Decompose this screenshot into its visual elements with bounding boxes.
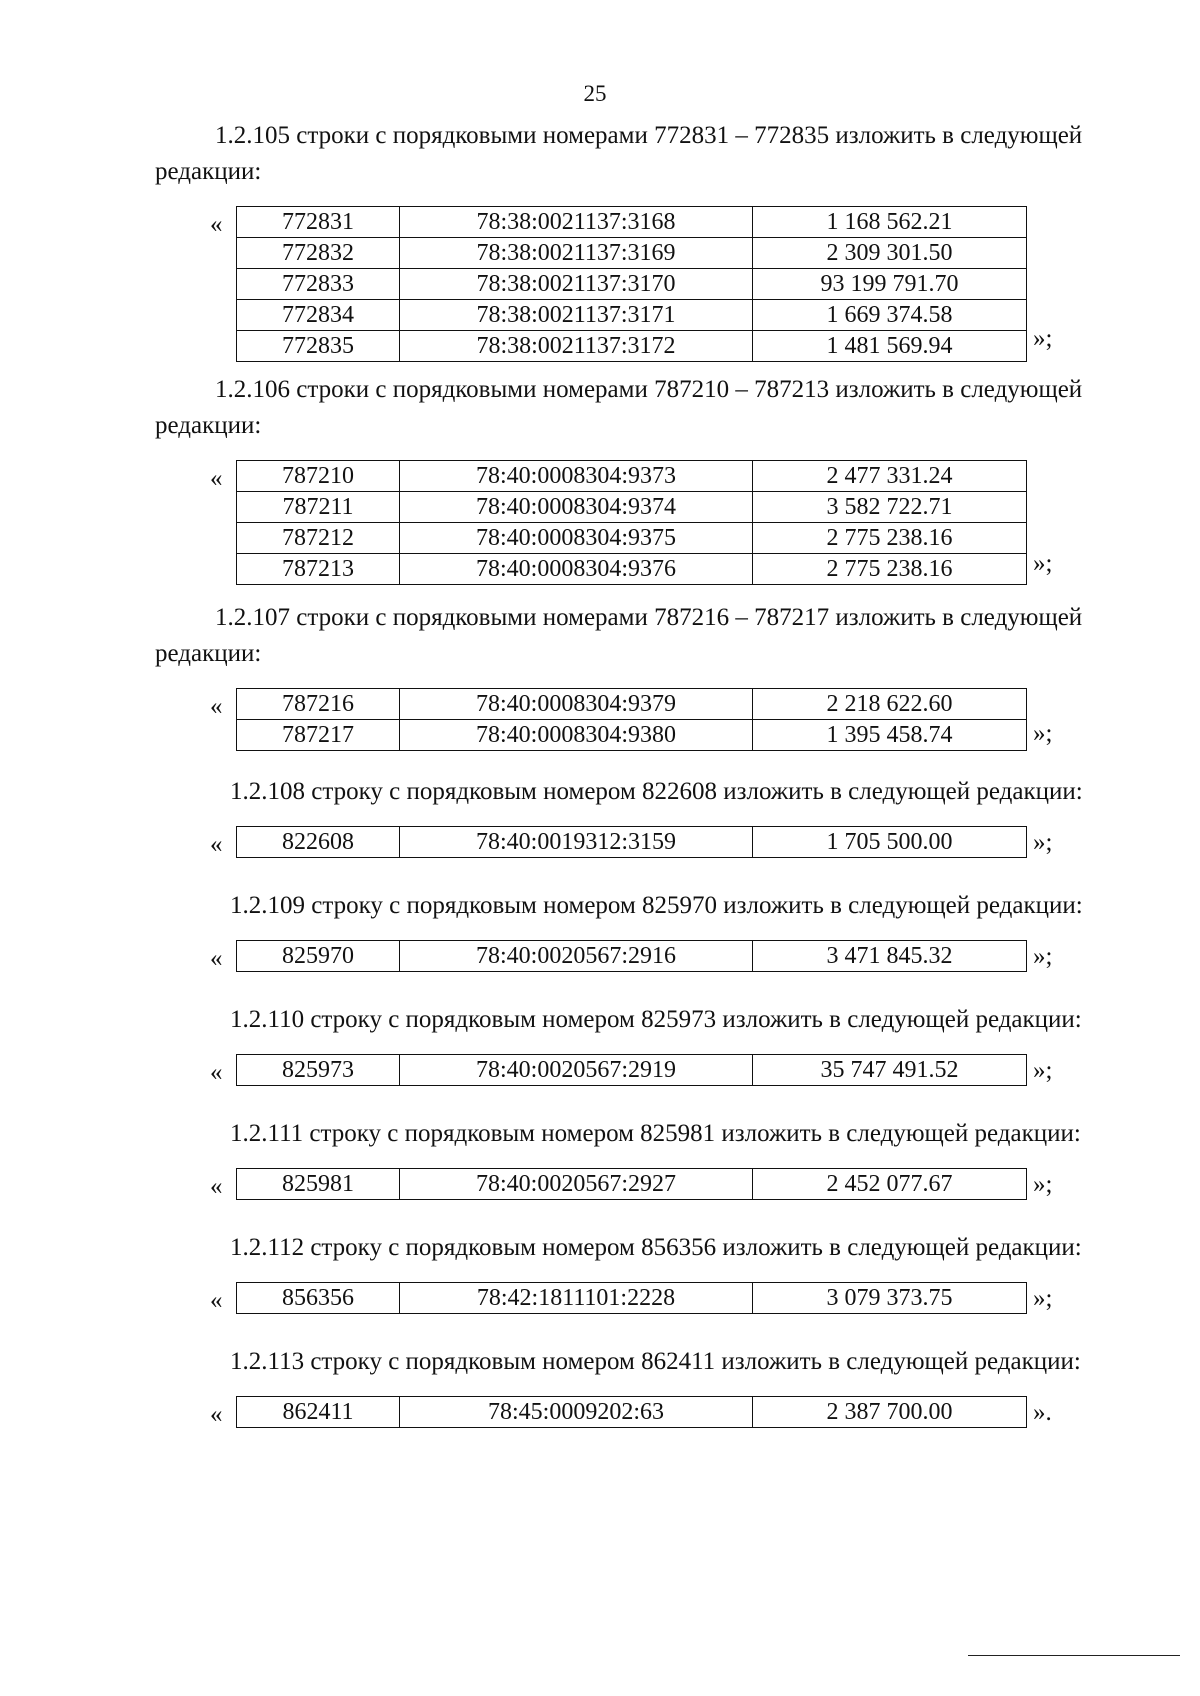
value-cell: 1 168 562.21 [753,207,1027,238]
table-row [237,238,1027,269]
page-number: 25 [583,81,607,106]
cadastral-number-cell: 78:45:0009202:63 [400,1397,753,1428]
quoted-table-block [0,940,1200,972]
cadastral-number-cell: 78:40:0008304:9373 [400,461,753,492]
cadastral-number-cell: 78:40:0008304:9380 [400,720,753,751]
quoted-table-block [0,1282,1200,1314]
table-row [237,827,1027,858]
value-cell: 3 582 722.71 [753,492,1027,523]
closing-quote-mark: »; [1033,1057,1053,1084]
quoted-table-block [0,1054,1200,1086]
amendment-section [0,1002,1200,1086]
registry-table [236,826,1027,858]
amendment-section [0,774,1200,858]
value-cell: 2 775 238.16 [753,523,1027,554]
amendment-section [0,1230,1200,1314]
cadastral-number-cell: 78:40:0020567:2927 [400,1169,753,1200]
row-number-cell: 825981 [237,1169,400,1200]
closing-quote-mark: »; [1033,720,1053,747]
footer-rule [968,1655,1180,1656]
value-cell: 2 775 238.16 [753,554,1027,585]
quoted-table-block [0,826,1200,858]
table-row [237,300,1027,331]
closing-quote-mark: »; [1033,829,1053,856]
amendment-paragraph [0,1344,1200,1380]
row-number-cell: 787212 [237,523,400,554]
closing-quote-mark: »; [1033,550,1053,577]
table-row [237,1283,1027,1314]
cadastral-number-cell: 78:40:0008304:9376 [400,554,753,585]
paragraph-line: 1.2.106 строки с порядковыми номерами 787210 – 787213 изложить в следующей [215,376,1083,403]
quoted-table-block [0,460,1200,585]
cadastral-number-cell: 78:40:0008304:9374 [400,492,753,523]
registry-table [236,1054,1027,1086]
value-cell: 2 309 301.50 [753,238,1027,269]
paragraph-line-continuation: редакции: [155,158,262,185]
amendment-section [0,1344,1200,1428]
value-cell: 3 079 373.75 [753,1283,1027,1314]
table-row [237,1055,1027,1086]
value-cell: 2 452 077.67 [753,1169,1027,1200]
closing-quote-mark: »; [1033,943,1053,970]
opening-quote-mark: « [210,1059,223,1086]
value-cell: 35 747 491.52 [753,1055,1027,1086]
table-row [237,1397,1027,1428]
row-number-cell: 772831 [237,207,400,238]
table-row [237,207,1027,238]
closing-quote-mark: »; [1033,1285,1053,1312]
table-row [237,269,1027,300]
registry-table [236,940,1027,972]
row-number-cell: 772833 [237,269,400,300]
registry-table [236,1396,1027,1428]
paragraph-line: 1.2.108 строку с порядковым номером 822608 изложить в следующей редакции: [230,778,1083,805]
amendment-paragraph [0,372,1200,444]
value-cell: 1 395 458.74 [753,720,1027,751]
amendment-section [0,372,1200,585]
opening-quote-mark: « [210,465,223,492]
row-number-cell: 822608 [237,827,400,858]
table-row [237,689,1027,720]
quoted-table-block [0,688,1200,751]
opening-quote-mark: « [210,831,223,858]
row-number-cell: 825973 [237,1055,400,1086]
registry-table [236,1168,1027,1200]
registry-table [236,1282,1027,1314]
quoted-table-block [0,1168,1200,1200]
amendment-paragraph [0,774,1200,810]
closing-quote-mark: ». [1033,1399,1052,1426]
amendment-paragraph [0,600,1200,672]
paragraph-line: 1.2.112 строку с порядковым номером 856356 изложить в следующей редакции: [230,1234,1082,1261]
cadastral-number-cell: 78:40:0020567:2919 [400,1055,753,1086]
registry-table [236,688,1027,751]
row-number-cell: 856356 [237,1283,400,1314]
opening-quote-mark: « [210,693,223,720]
amendment-paragraph [0,1002,1200,1038]
cadastral-number-cell: 78:40:0019312:3159 [400,827,753,858]
closing-quote-mark: »; [1033,325,1053,352]
opening-quote-mark: « [210,1287,223,1314]
value-cell: 2 477 331.24 [753,461,1027,492]
amendment-section [0,1116,1200,1200]
value-cell: 2 218 622.60 [753,689,1027,720]
table-row [237,492,1027,523]
paragraph-line: 1.2.109 строку с порядковым номером 825970 изложить в следующей редакции: [230,892,1083,919]
row-number-cell: 787213 [237,554,400,585]
paragraph-line-continuation: редакции: [155,640,262,667]
opening-quote-mark: « [210,211,223,238]
value-cell: 2 387 700.00 [753,1397,1027,1428]
cadastral-number-cell: 78:38:0021137:3172 [400,331,753,362]
opening-quote-mark: « [210,1401,223,1428]
registry-table [236,460,1027,585]
quoted-table-block [0,206,1200,362]
cadastral-number-cell: 78:40:0020567:2916 [400,941,753,972]
closing-quote-mark: »; [1033,1171,1053,1198]
cadastral-number-cell: 78:38:0021137:3168 [400,207,753,238]
paragraph-line: 1.2.107 строки с порядковыми номерами 787216 – 787217 изложить в следующей [215,604,1083,631]
table-row [237,554,1027,585]
row-number-cell: 787211 [237,492,400,523]
amendment-section [0,888,1200,972]
paragraph-line: 1.2.110 строку с порядковым номером 825973 изложить в следующей редакции: [230,1006,1082,1033]
opening-quote-mark: « [210,1173,223,1200]
row-number-cell: 825970 [237,941,400,972]
amendment-section [0,118,1200,362]
cadastral-number-cell: 78:40:0008304:9379 [400,689,753,720]
row-number-cell: 772834 [237,300,400,331]
value-cell: 1 481 569.94 [753,331,1027,362]
row-number-cell: 787216 [237,689,400,720]
paragraph-line: 1.2.113 строку с порядковым номером 862411 изложить в следующей редакции: [230,1348,1081,1375]
amendment-paragraph [0,888,1200,924]
value-cell: 93 199 791.70 [753,269,1027,300]
value-cell: 3 471 845.32 [753,941,1027,972]
amendment-paragraph [0,1116,1200,1152]
amendment-paragraph [0,1230,1200,1266]
row-number-cell: 772835 [237,331,400,362]
table-row [237,1169,1027,1200]
table-row [237,941,1027,972]
amendment-paragraph [0,118,1200,190]
cadastral-number-cell: 78:38:0021137:3170 [400,269,753,300]
row-number-cell: 862411 [237,1397,400,1428]
registry-table [236,206,1027,362]
value-cell: 1 705 500.00 [753,827,1027,858]
cadastral-number-cell: 78:38:0021137:3169 [400,238,753,269]
cadastral-number-cell: 78:42:1811101:2228 [400,1283,753,1314]
cadastral-number-cell: 78:38:0021137:3171 [400,300,753,331]
row-number-cell: 772832 [237,238,400,269]
table-row [237,331,1027,362]
cadastral-number-cell: 78:40:0008304:9375 [400,523,753,554]
table-row [237,720,1027,751]
paragraph-line-continuation: редакции: [155,412,262,439]
opening-quote-mark: « [210,945,223,972]
row-number-cell: 787217 [237,720,400,751]
quoted-table-block [0,1396,1200,1428]
row-number-cell: 787210 [237,461,400,492]
value-cell: 1 669 374.58 [753,300,1027,331]
paragraph-line: 1.2.105 строки с порядковыми номерами 772831 – 772835 изложить в следующей [215,122,1083,149]
amendment-section [0,600,1200,751]
paragraph-line: 1.2.111 строку с порядковым номером 825981 изложить в следующей редакции: [230,1120,1081,1147]
table-row [237,461,1027,492]
table-row [237,523,1027,554]
